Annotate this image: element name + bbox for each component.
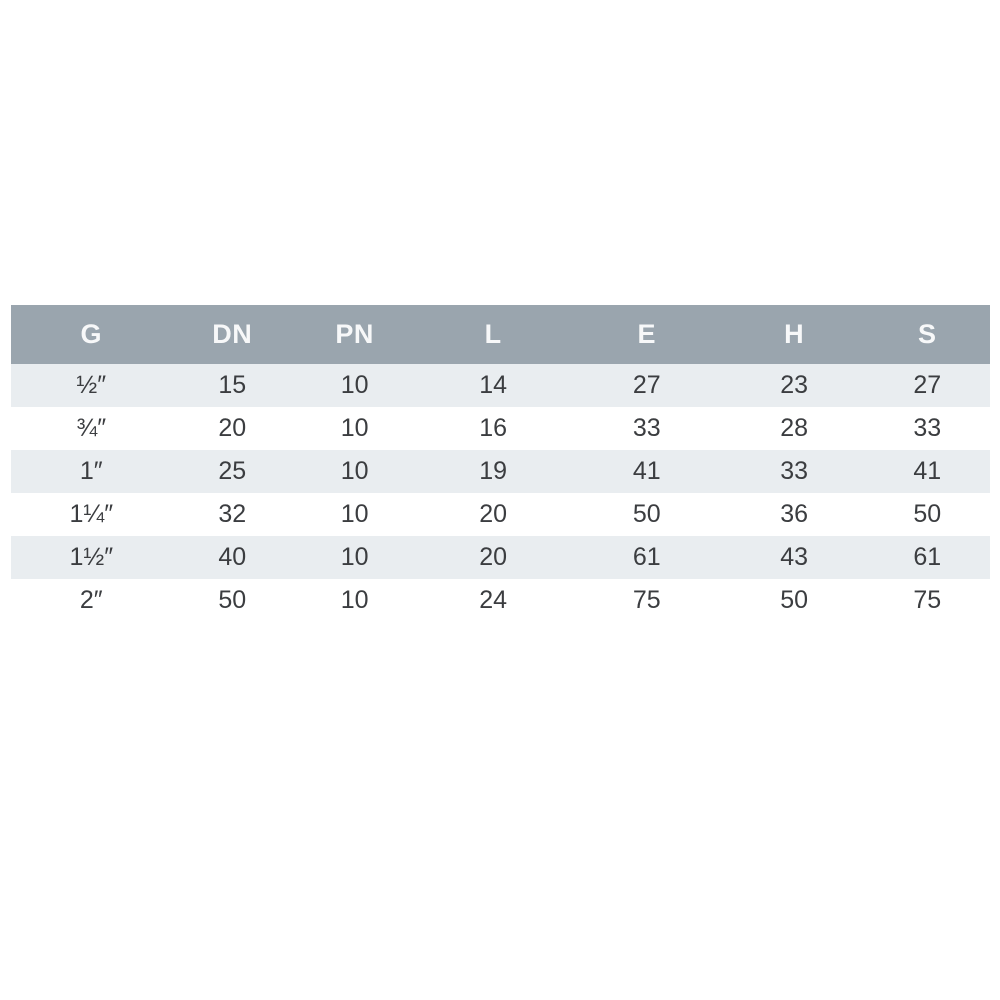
cell-pn: 10: [340, 371, 369, 399]
cell-g: 1½″: [69, 543, 114, 571]
cell-e: 27: [632, 371, 661, 399]
table-row: [11, 536, 990, 579]
column-header-l: L: [416, 305, 570, 364]
cell-h: 23: [780, 371, 809, 399]
table-row: [11, 579, 990, 622]
cell-l: 16: [479, 414, 508, 442]
cell-g: 1¼″: [69, 500, 114, 528]
cell-h: 28: [780, 414, 809, 442]
cell-l: 14: [479, 371, 508, 399]
cell-l: 24: [479, 586, 508, 614]
cell-g: ½″: [76, 371, 107, 399]
cell-l: 20: [479, 500, 508, 528]
cell-dn: 32: [218, 500, 247, 528]
cell-s: 61: [913, 543, 942, 571]
cell-g: ¾″: [76, 414, 107, 442]
cell-dn: 40: [218, 543, 247, 571]
cell-dn: 50: [218, 586, 247, 614]
cell-dn: 20: [218, 414, 247, 442]
spec-table-container: [11, 305, 990, 622]
column-header-h: H: [724, 305, 865, 364]
cell-h: 36: [780, 500, 809, 528]
cell-s: 41: [913, 457, 942, 485]
cell-s: 50: [913, 500, 942, 528]
column-header-dn: DN: [172, 305, 293, 364]
cell-pn: 10: [340, 543, 369, 571]
column-header-s: S: [865, 305, 990, 364]
spec-table-header: [11, 305, 990, 364]
column-header-g: G: [11, 305, 172, 364]
table-row: [11, 407, 990, 450]
cell-pn: 10: [340, 500, 369, 528]
table-row: [11, 450, 990, 493]
cell-dn: 25: [218, 457, 247, 485]
column-header-e: E: [570, 305, 724, 364]
cell-g: 1″: [79, 457, 103, 485]
table-row: [11, 493, 990, 536]
cell-pn: 10: [340, 586, 369, 614]
cell-l: 19: [479, 457, 508, 485]
header-row: [11, 305, 990, 364]
cell-h: 33: [780, 457, 809, 485]
cell-dn: 15: [218, 371, 247, 399]
cell-e: 75: [632, 586, 661, 614]
table-row: [11, 364, 990, 407]
spec-table: [11, 305, 990, 622]
cell-e: 61: [632, 543, 661, 571]
cell-h: 43: [780, 543, 809, 571]
cell-h: 50: [780, 586, 809, 614]
cell-s: 27: [913, 371, 942, 399]
cell-e: 50: [632, 500, 661, 528]
cell-e: 41: [632, 457, 661, 485]
cell-g: 2″: [79, 586, 103, 614]
spec-table-body: [11, 364, 990, 622]
cell-l: 20: [479, 543, 508, 571]
cell-s: 75: [913, 586, 942, 614]
cell-s: 33: [913, 414, 942, 442]
column-header-pn: PN: [293, 305, 416, 364]
cell-pn: 10: [340, 414, 369, 442]
cell-pn: 10: [340, 457, 369, 485]
cell-e: 33: [632, 414, 661, 442]
